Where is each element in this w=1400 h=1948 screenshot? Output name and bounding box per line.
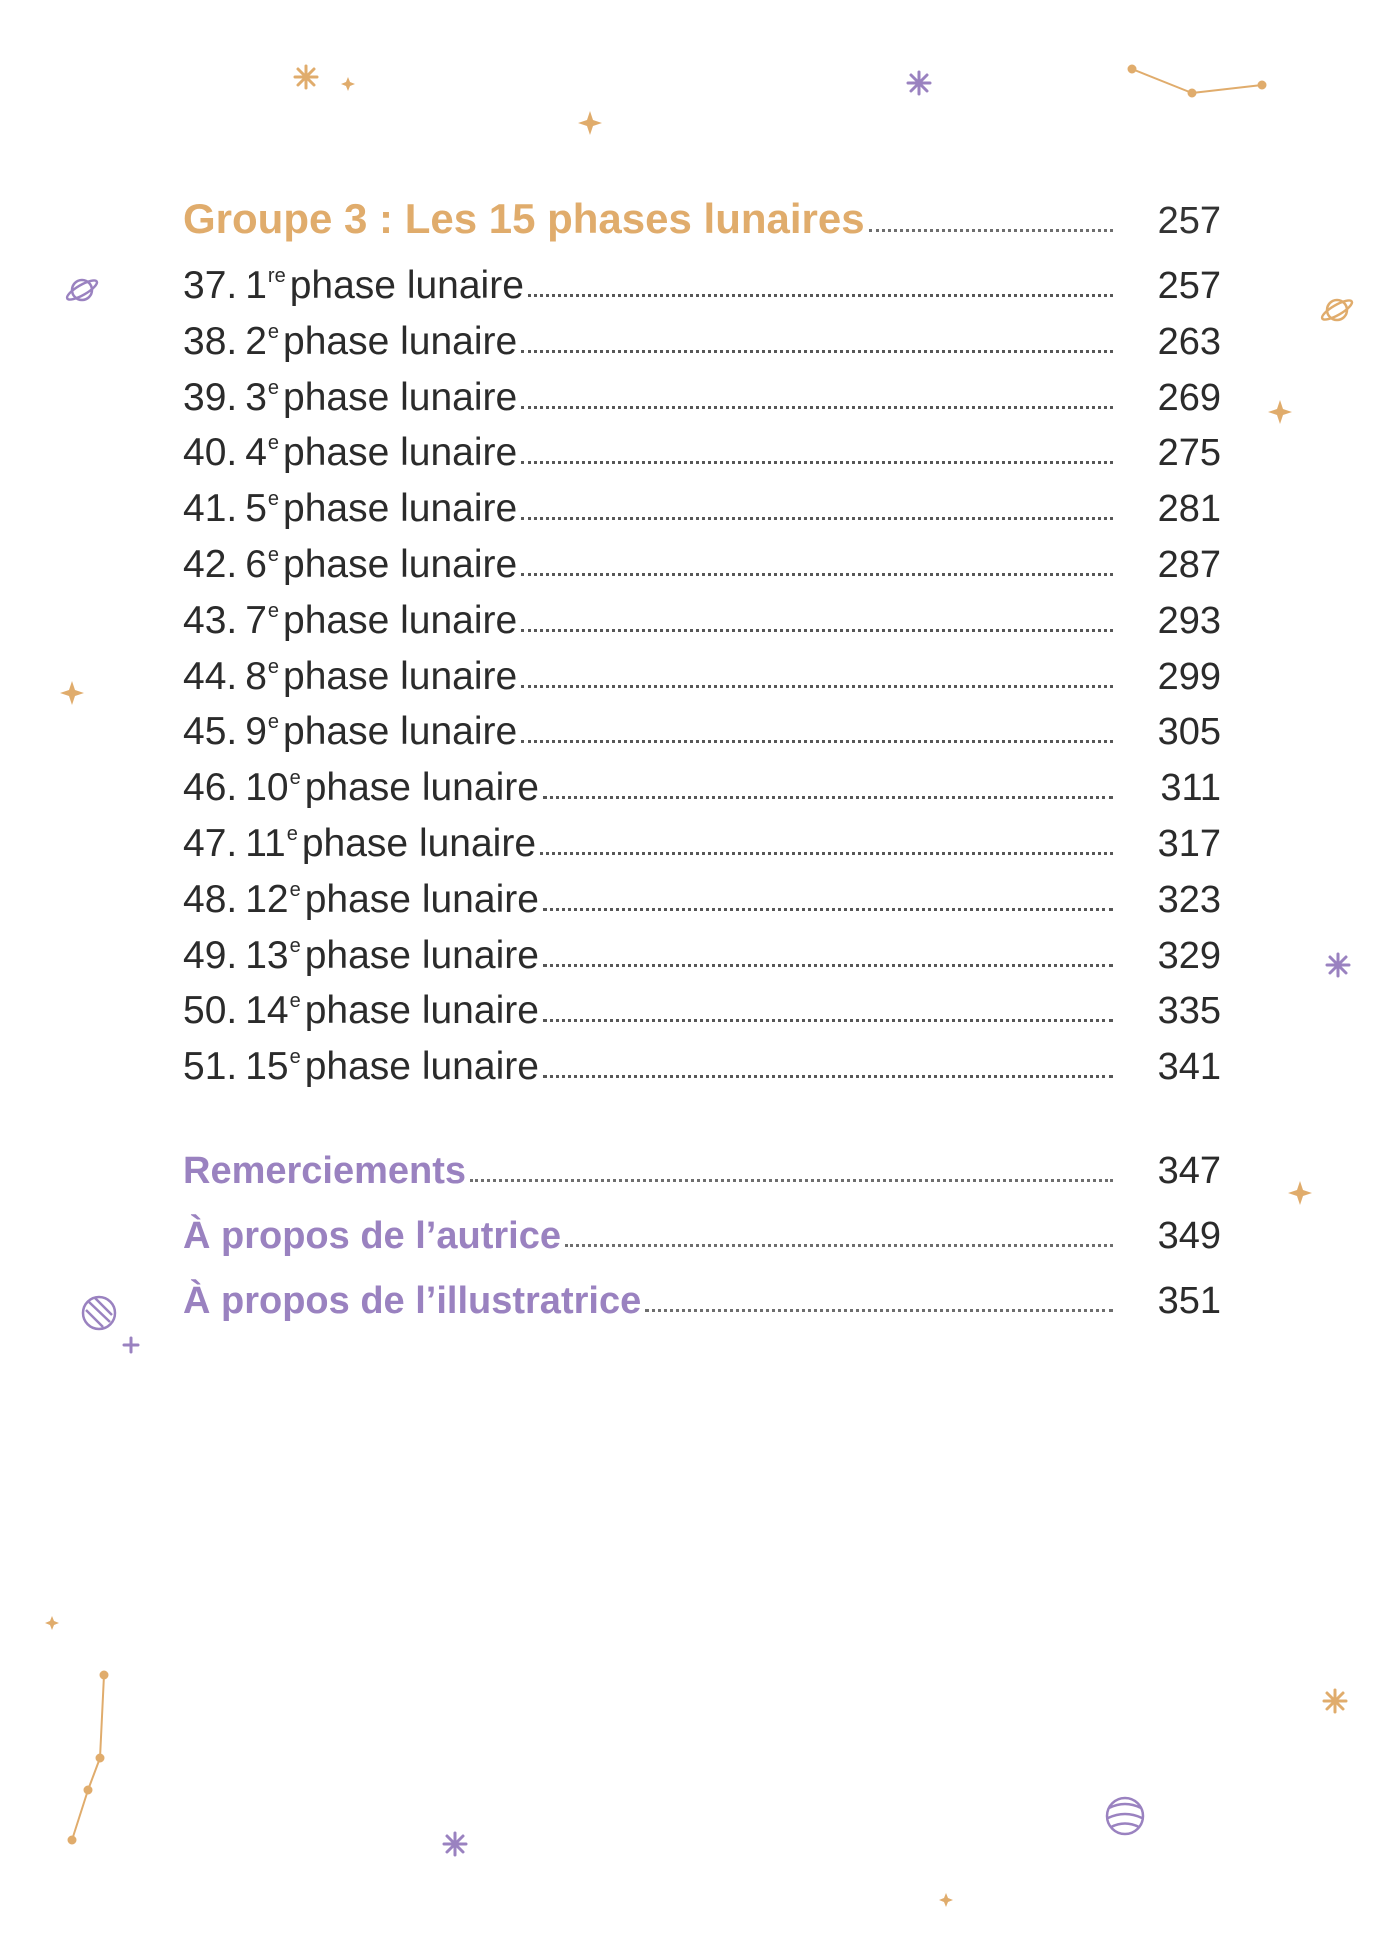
entry-title: [183, 989, 539, 1033]
dot-leader: [543, 1075, 1113, 1078]
page-number: 349: [1157, 1215, 1221, 1257]
page-number: 257: [1157, 200, 1221, 242]
planet-icon: [83, 1297, 115, 1329]
entry-number: 51.: [183, 1045, 238, 1089]
entry-title-text: phase lunaire: [283, 598, 518, 642]
entry-ordinal: 11: [245, 822, 286, 865]
toc-entry[interactable]: [183, 803, 1221, 863]
planet-icon: [1107, 1798, 1143, 1834]
page-number: 287: [1157, 544, 1221, 586]
entry-title-text: phase lunaire: [283, 710, 518, 754]
entry-title-text: phase lunaire: [304, 766, 539, 810]
page-number: 305: [1157, 711, 1221, 754]
sparkle-icon: [341, 77, 355, 91]
entry-number: 43.: [183, 598, 238, 642]
entry-title-text: phase lunaire: [283, 431, 518, 475]
sparkle-icon: [578, 111, 602, 135]
dot-leader: [521, 573, 1113, 576]
dot-leader: [521, 350, 1113, 353]
toc-back-matter-entry[interactable]: [183, 1260, 1221, 1320]
dot-leader: [869, 229, 1113, 232]
planet-icon: [1320, 297, 1354, 323]
page-number: 275: [1157, 432, 1221, 475]
entry-number: 49.: [183, 933, 238, 977]
page-number: 311: [1160, 767, 1221, 810]
entry-number: 38.: [183, 319, 238, 363]
dot-leader: [543, 1019, 1113, 1022]
page-number: 257: [1157, 265, 1221, 307]
dot-leader: [543, 908, 1113, 911]
toc-back-matter-entry[interactable]: [183, 1195, 1221, 1255]
constellation-icon: [69, 1672, 108, 1844]
entry-ordinal-suffix: e: [267, 544, 280, 566]
entry-number: 44.: [183, 654, 238, 698]
entry-title-text: phase lunaire: [304, 989, 539, 1033]
entry-number: 48.: [183, 877, 238, 921]
back-matter-title: À propos de l’illustratrice: [183, 1280, 642, 1322]
entry-ordinal: 10: [245, 766, 289, 810]
entry-ordinal-suffix: e: [267, 320, 280, 343]
sparkle-icon: [60, 681, 84, 705]
toc-entry[interactable]: [183, 691, 1221, 754]
entry-title: [183, 266, 524, 305]
entry-ordinal: 2: [245, 319, 267, 363]
planet-icon: [65, 277, 99, 303]
entry-ordinal: 5: [245, 487, 267, 531]
page-number: 351: [1157, 1280, 1221, 1322]
entry-ordinal: 8: [245, 654, 267, 698]
entry-number: 50.: [183, 989, 238, 1033]
toc-entry[interactable]: [183, 859, 1221, 919]
entry-title: [183, 933, 539, 977]
entry-ordinal: 1: [245, 264, 267, 307]
entry-ordinal-suffix: e: [289, 767, 301, 790]
entry-number: 45.: [183, 710, 238, 754]
sparkle-icon: [939, 1893, 953, 1907]
star-icon: [1327, 954, 1349, 976]
entry-ordinal: 15: [245, 1045, 289, 1089]
dot-leader: [645, 1309, 1113, 1312]
entry-number: 40.: [183, 431, 238, 475]
entry-ordinal-suffix: e: [289, 990, 301, 1013]
entry-title-text: phase lunaire: [304, 933, 539, 977]
entry-number: 39.: [183, 375, 238, 419]
entry-ordinal: 4: [245, 431, 267, 475]
page-number: 335: [1157, 990, 1221, 1033]
page-number: 329: [1157, 934, 1221, 977]
page-number: 263: [1157, 320, 1221, 363]
entry-ordinal: 12: [245, 877, 289, 921]
toc-entry[interactable]: [183, 245, 1221, 305]
entry-ordinal: 3: [245, 375, 267, 419]
entry-ordinal-suffix: e: [267, 376, 280, 399]
dot-leader: [528, 294, 1113, 297]
toc-entry[interactable]: [183, 1026, 1221, 1089]
sparkle-icon: [45, 1616, 59, 1630]
entry-title: [183, 319, 518, 363]
dot-leader: [521, 740, 1113, 743]
page-number: 269: [1157, 376, 1221, 419]
sparkle-icon: [1268, 400, 1292, 424]
page-number: 299: [1157, 655, 1221, 698]
entry-number: 41.: [183, 487, 238, 531]
entry-title: [183, 375, 518, 419]
entry-title: [183, 487, 518, 531]
toc-entry[interactable]: [183, 357, 1221, 417]
entry-ordinal-suffix: e: [267, 432, 280, 455]
toc-entry[interactable]: [183, 468, 1221, 531]
dot-leader: [565, 1244, 1113, 1247]
page-number: 281: [1157, 488, 1221, 531]
dot-leader: [521, 629, 1113, 632]
page-number: 347: [1157, 1150, 1221, 1192]
toc-group-heading[interactable]: [183, 180, 1221, 240]
entry-ordinal-suffix: e: [289, 1046, 301, 1069]
toc-entry[interactable]: [183, 301, 1221, 361]
page-number: 323: [1157, 878, 1221, 921]
entry-number: 47.: [183, 822, 238, 865]
group-title: Groupe 3 : Les 15 phases lunaires: [183, 195, 865, 242]
star-icon: [444, 1833, 466, 1855]
toc-back-matter-entry[interactable]: [183, 1130, 1221, 1190]
toc-entry[interactable]: [183, 580, 1221, 640]
entry-title-text: phase lunaire: [304, 877, 539, 921]
page-number: 317: [1157, 823, 1221, 865]
entry-ordinal-suffix: e: [267, 711, 280, 734]
star-icon: [295, 66, 317, 88]
entry-ordinal-suffix: e: [286, 823, 298, 845]
entry-ordinal-suffix: e: [267, 599, 280, 622]
page-number: 293: [1157, 599, 1221, 642]
entry-ordinal-suffix: re: [267, 265, 286, 287]
entry-title-text: phase lunaire: [301, 822, 537, 865]
sparkle-icon: [1288, 1181, 1312, 1205]
entry-title-text: phase lunaire: [283, 319, 518, 363]
entry-title: [183, 598, 518, 642]
entry-ordinal-suffix: e: [289, 934, 301, 957]
entry-title-text: phase lunaire: [304, 1045, 539, 1089]
entry-title: [183, 1045, 539, 1089]
toc-entry[interactable]: [183, 636, 1221, 696]
entry-title-text: phase lunaire: [283, 487, 518, 531]
back-matter-title: Remerciements: [183, 1150, 467, 1192]
toc-entry[interactable]: [183, 412, 1221, 475]
dot-leader: [540, 852, 1113, 855]
entry-title: [183, 824, 536, 863]
dot-leader: [543, 964, 1113, 967]
entry-ordinal-suffix: e: [267, 488, 280, 511]
entry-title-text: phase lunaire: [283, 543, 518, 586]
entry-title: [183, 654, 518, 698]
entry-title: [183, 710, 518, 754]
entry-ordinal: 13: [245, 933, 289, 977]
entry-ordinal-suffix: e: [289, 878, 301, 901]
star-icon: [1324, 1690, 1346, 1712]
entry-title-text: phase lunaire: [289, 264, 524, 307]
entry-title: [183, 431, 518, 475]
dot-leader: [521, 517, 1113, 520]
star-icon: [124, 1338, 138, 1352]
dot-leader: [470, 1179, 1113, 1182]
back-matter-title: À propos de l’autrice: [183, 1215, 561, 1257]
entry-ordinal: 14: [245, 989, 289, 1033]
toc-entry[interactable]: [183, 970, 1221, 1033]
star-icon: [908, 72, 930, 94]
entry-number: 46.: [183, 766, 238, 810]
dot-leader: [521, 685, 1113, 688]
entry-title: [183, 766, 539, 810]
page-number: 341: [1157, 1046, 1221, 1089]
toc-entry[interactable]: [183, 524, 1221, 584]
entry-ordinal: 6: [245, 543, 267, 586]
dot-leader: [521, 461, 1113, 464]
entry-ordinal: 7: [245, 598, 267, 642]
dot-leader: [543, 796, 1113, 799]
entry-ordinal: 9: [245, 710, 267, 754]
entry-ordinal-suffix: e: [267, 655, 280, 678]
toc-entry[interactable]: [183, 915, 1221, 975]
toc-entry[interactable]: [183, 747, 1221, 810]
entry-number: 37.: [183, 264, 238, 307]
constellation-icon: [1129, 66, 1266, 97]
entry-title: [183, 545, 517, 584]
dot-leader: [521, 406, 1113, 409]
entry-title-text: phase lunaire: [283, 654, 518, 698]
entry-title-text: phase lunaire: [283, 375, 518, 419]
entry-title: [183, 877, 539, 921]
entry-number: 42.: [183, 543, 238, 586]
